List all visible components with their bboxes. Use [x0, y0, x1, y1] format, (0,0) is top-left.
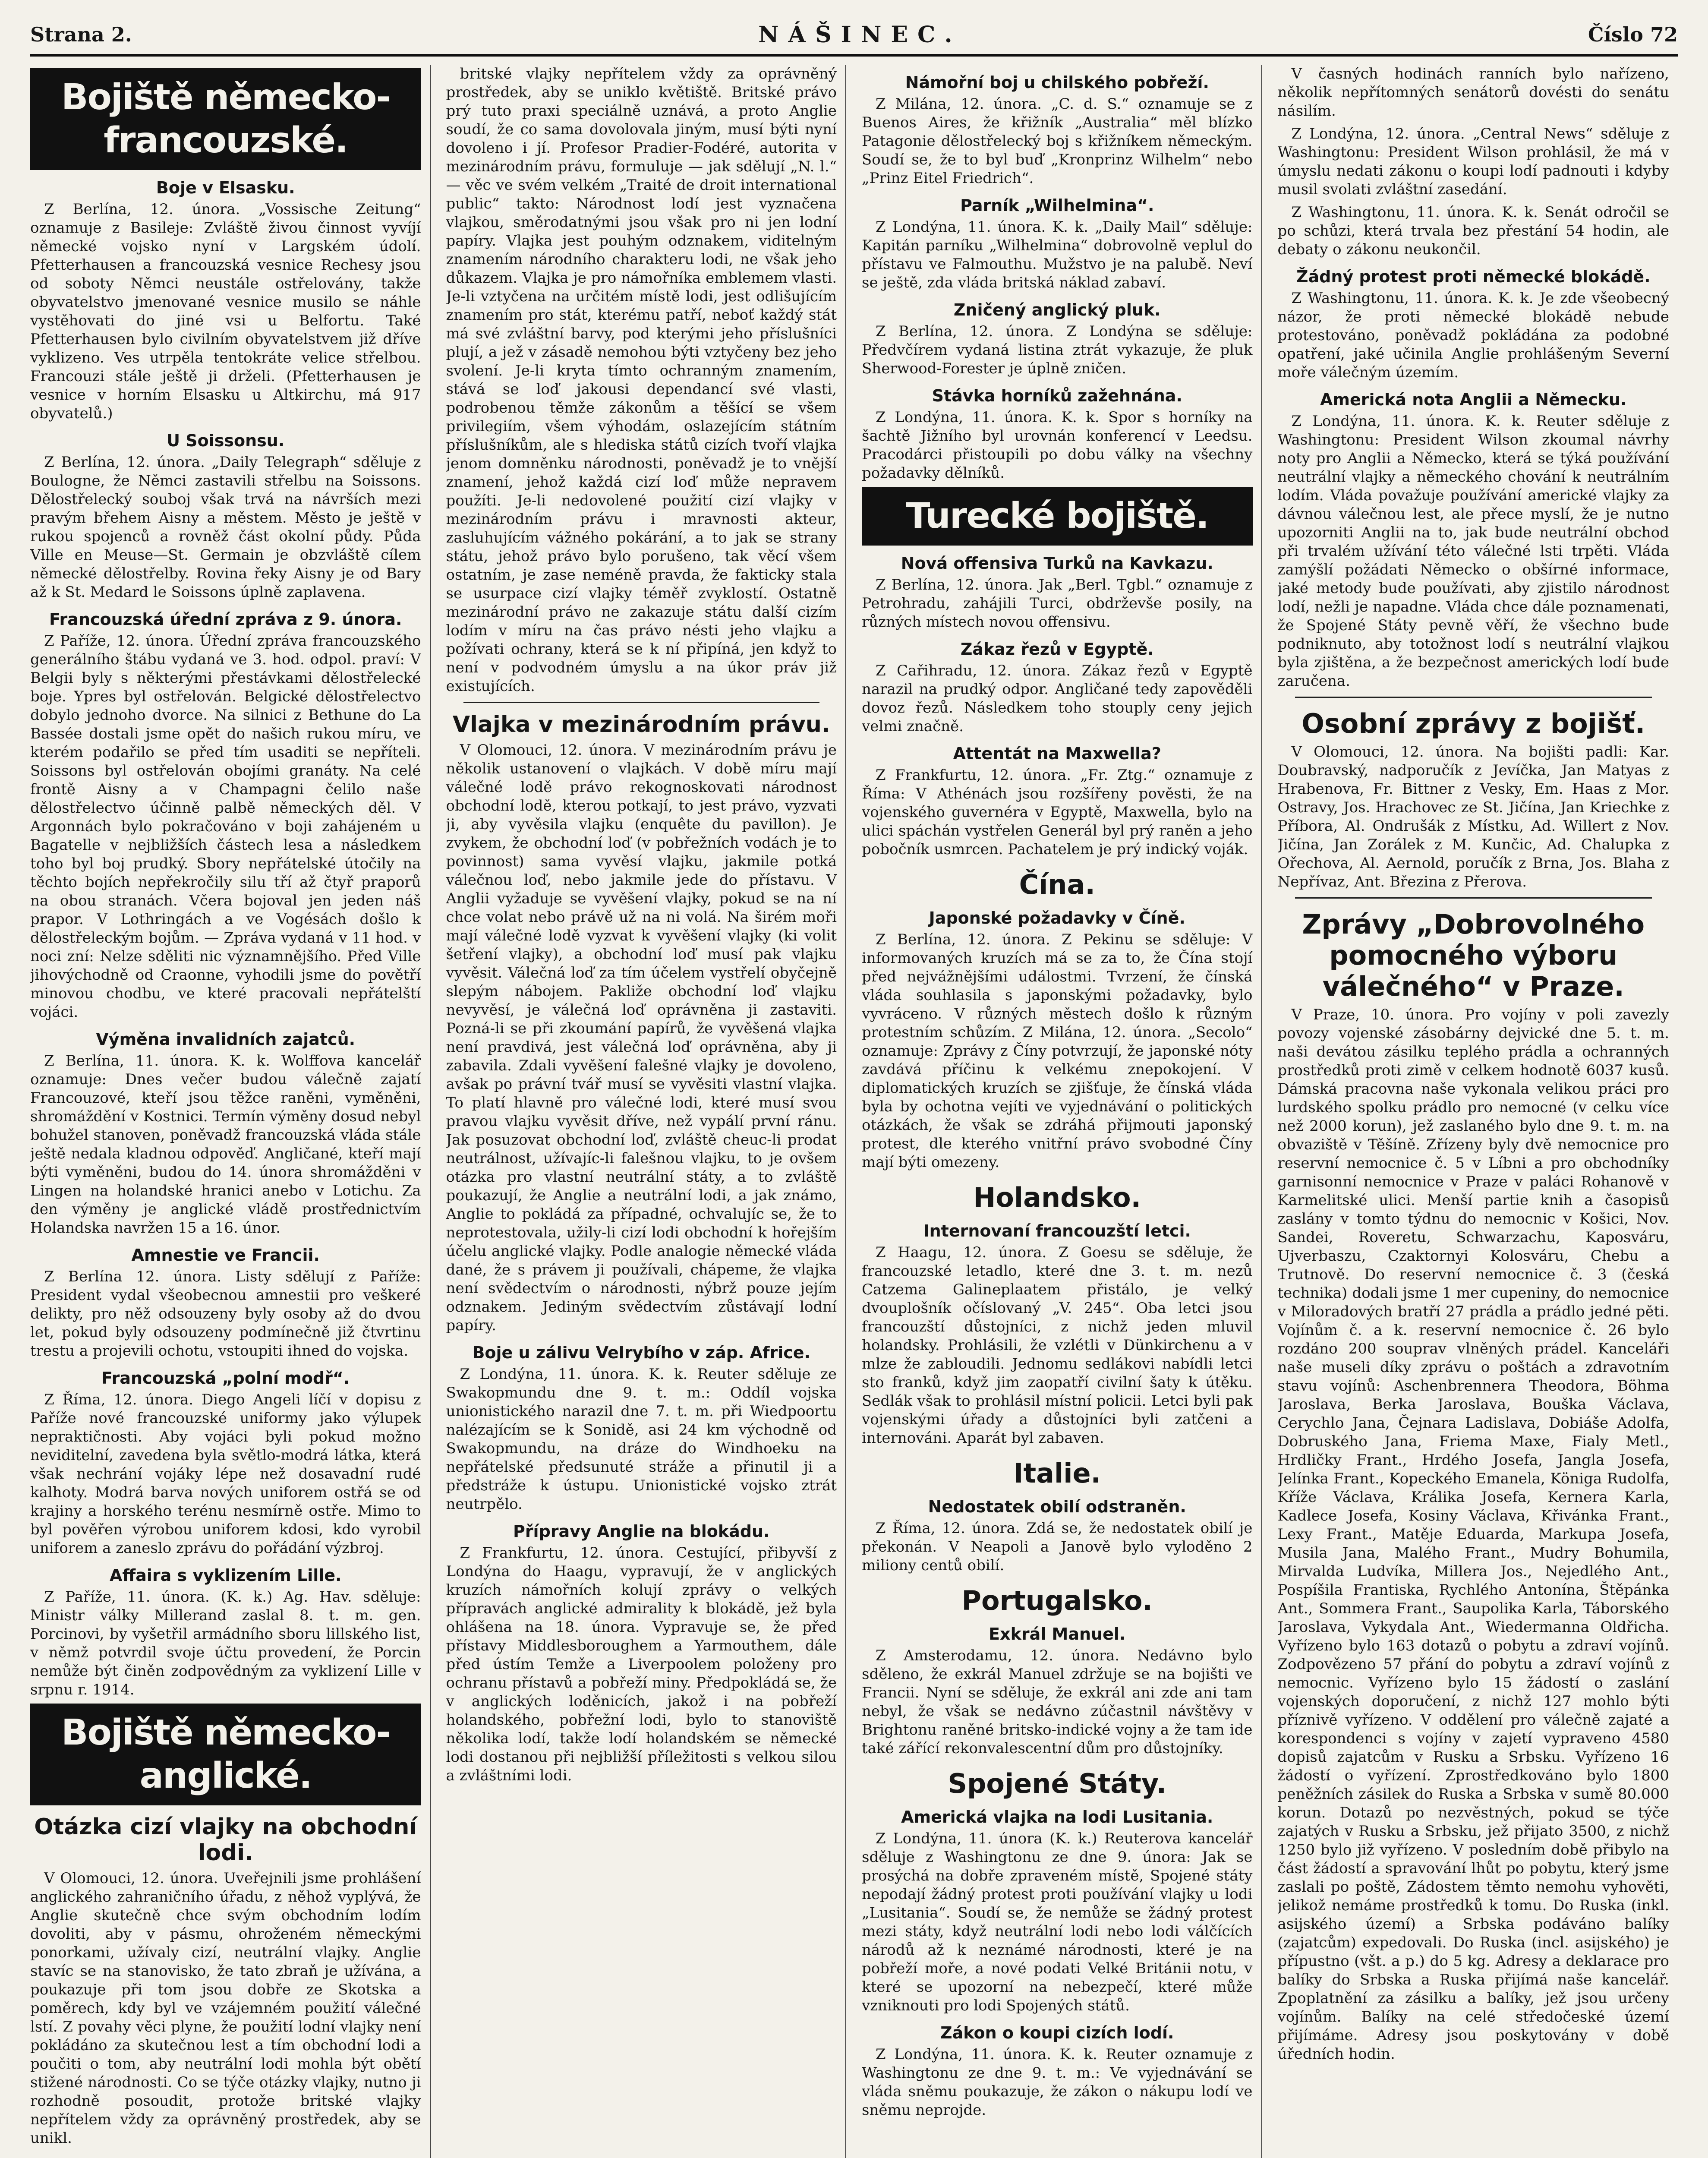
page-header	[30, 17, 1678, 52]
headline-grain: Nedostatek obilí odstraněn.	[928, 1497, 1186, 1516]
article-strike: Z Londýna, 11. února. K. k. Spor s horníky na šachtě Jižního byl urovnán konferencí v Leedsu. Pracodárci přistoupili po dobu války na všechny požadavky dělníků.	[862, 409, 1253, 482]
headline-field-blue: Francouzská „polní modř“.	[101, 1369, 350, 1388]
article-manuel: Z Amsterodamu, 12. února. Nedávno bylo sděleno, že exkrál Manuel zdržuje se na bojišti ve Francii. Nyní se sděluje, že exkrál ani zde ani tam nebyl, že však se nedávno zúčastnil návštěvy v Brightonu raněné britsko-indické vojny a že tam ide také zářící rekonvalescentní dům pro důstojníky.	[862, 1647, 1253, 1757]
issue-number: Číslo 72	[1588, 23, 1678, 46]
headline-caucasus: Nová offensiva Turků na Kavkazu.	[901, 554, 1213, 573]
headline-walvis-bay: Boje u zálivu Velrybího v záp. Africe.	[472, 1343, 811, 1362]
headline-foreign-flag: Otázka cizí vlajky na obchodní lodi.	[34, 1814, 417, 1866]
article-elsasko: Z Berlína, 12. února. „Vossische Zeitung“ oznamuje z Basileje: Zvláště živou činnost vyvíjí německé vojsko nyní v Largském údolí. Pfetterhausen a francouzská vesnice Rechesy jsou od soboty Němci neustále ostřelovány, takže obyvatelstvo jmenované vesnice musilo se náhle vystěhovati do jiné vsi u Belfortu. Také Pfetterhausen bylo civilním obyvatelstvem již dříve vyklizeno. Ves utrpěla tentokráte velice střelbou. Francouzi stále ještě ji drželi. (Pfetterhausen je vesnice v horním Elsasku u Altkirchu, má 917 obyvatelů.)	[30, 201, 421, 422]
divider	[463, 702, 820, 703]
article-egypt: Z Cařihradu, 12. února. Zákaz řezů v Egyptě narazil na prudký odpor. Angličané tedy zapověděli dovoz řezů. Následkem toho stouply ceny jejich velmi značně.	[862, 662, 1253, 735]
article-grain: Z Říma, 12. února. Zdá se, že nedostatek obilí je překonán. V Neapoli a Janově bylo vyloděno 2 miliony centů obilí.	[862, 1520, 1253, 1574]
article-japan-demands: Z Berlína, 12. února. Z Pekinu se sděluje: V informovaných kruzích má se za to, že Čína stojí před nejvážnějšími událostmi. Tvrzení, že čínská vláda souhlasila s japonskými požadavky, bylo vyvráceno. V různých městech došlo k různým protestním schůzím. Z Milána, 12. února. „Secolo“ oznamuje: Zprávy z Číny potvrzují, že japonské nóty zavdává příčinu k velkému znepokojení. V diplomatických kruzích se zjišťuje, že čínská vláda byla by ochotna vejíti ve vyjednávání o politických otázkách, že však se zdráhá přijmouti japonský protest, dle kterého vnitřní právo svobodné Číny mají býti omezeny.	[862, 931, 1253, 1171]
masthead-title: NÁŠINEC.	[758, 21, 962, 48]
headline-aviators: Internovaní francouzští letci.	[923, 1221, 1191, 1240]
article-foreign-flag: V Olomouci, 12. února. Uveřejnili jsme prohlášení anglického zahraničního úřadu, z něhož vyplývá, že Anglie skutečně chce svým obchodním lodím dovoliti, aby v pásmu, ohroženém německými ponorkami, užívaly cizí, neutrální vlajky. Anglie stavíc se na stanovisko, že tato zbraň je užívána, a poukazuje při tom jsou dobře ze Skotska a poměrech, kdy byl ve vzájemném použití válečné lstí. Z povahy věci plyne, že použití lodní vlajky není pokládáno za skutečnou lest a tím obchodní lodi a poučiti o tom, aby neutrální lodi mohla být obětí stižené národnosti. Co se týče otázky vlajky, nutno ji rozhodně posoudit, protože britské vlajky nepřítelem vždy za oprávněný prostředek, aby se unikl.	[30, 1870, 421, 2147]
article-lusitania: Z Londýna, 11. února (K. k.) Reuterova kancelář sděluje z Washingtonu ze dne 9. února: Jak se prosýchá na dobře zpraveném místě, Spojené státy nepodají žádný protest proti používání vlajky u lodi „Lusitania“. Soudí se, že nemůže se žádný protest mezi státy, když neutrální lodi nebo lodi válčících národů až k neznámé národnosti, které je na pobřeží moře, a nové podati Velké Británii notu, v které se upozorní na nebezpečí, které může vzniknouti pro lodi Spojených států.	[862, 1830, 1253, 2014]
article-wilhelmina: Z Londýna, 11. února. K. k. „Daily Mail“ sděluje: Kapitán parníku „Wilhelmina“ dobrovolně veplul do přístavu ve Falmouthu. Mužstvo je na palubě. Neví se ještě, zda vláda britská náklad zabaví.	[862, 218, 1253, 291]
article-personal-news: V Olomouci, 12. února. Na bojišti padli: Kar. Doubravský, nadporučík z Jevíčka, Jan Matyas z Hrabenova, Fr. Bittner z Vesky, Em. Haas z Mor. Ostravy, Jos. Hrachovec ze St. Jičína, Jan Kriechke z Příbora, Al. Ondrušák z Místku, Ad. Willert z Nov. Jičína, Jan Zorálek z M. Kunčic, Ad. Chalupka z Ořechova, Al. Aernold, poručík z Brna, Jos. Blaha z Nepřívaz, Ant. Březina z Přerova.	[1277, 743, 1669, 890]
article-prisoner-exchange: Z Berlína, 11. února. K. k. Wolffova kancelář oznamuje: Dnes večer budou válečně zajatí Francouzové, kteří jsou těžce raněni, vyměněni, shromáždění v Kostnici. Termín výměny dosud nebyl bohužel stanoven, poněvadž francouzská vláda stále ještě nedala kladnou odpověď. Angličané, kteří mají býti vyměněni, budou do 14. února shromážděni v Lingen na holandské hranici anebo v Lotichu. Za den výměny je anglické vládě prostřednictvím Holandska navržen 15 a 16. únor.	[30, 1052, 421, 1237]
headline-chile-battle: Námořní boj u chilského pobřeží.	[905, 73, 1209, 92]
article-columns	[30, 65, 1678, 2158]
headline-volunteer-committee: Zprávy „Dobrovolného pomocného výboru válečného“ v Praze.	[1302, 909, 1645, 1002]
section-holland: Holandsko.	[973, 1182, 1141, 1213]
headline-prisoner-exchange: Výměna invalidních zajatců.	[96, 1030, 356, 1049]
headline-manuel: Exkrál Manuel.	[989, 1625, 1126, 1644]
headline-ship-purchase: Zákon o koupi cizích lodí.	[940, 2023, 1174, 2042]
section-banner-turkish: Turecké bojiště.	[862, 487, 1253, 546]
headline-egypt: Zákaz řezů v Egyptě.	[960, 640, 1154, 659]
headline-no-protest: Žádný protest proti německé blokádě.	[1296, 267, 1651, 286]
headline-american-note: Americká nota Anglii a Německu.	[1320, 390, 1627, 409]
article-chile-battle: Z Milána, 12. února. „C. d. S.“ oznamuje se z Buenos Aires, že křižník „Australia“ měl blízko Patagonie dělostřelecký boj s křižníkem německým. Soudí se, že to byl buď „Kronprinz Wilhelm“ nebo „Prinz Eitel Friedrich“.	[862, 95, 1253, 187]
section-china: Čína.	[1019, 869, 1095, 900]
article-field-blue: Z Říma, 12. února. Diego Angeli líčí v dopisu z Paříže nové francouzské uniformy jako výlupek nepraktičnosti. Aby vojáci byli pokud možno neviditelní, zavedena byla světlo-modrá látka, která však nechrání vojáky lépe než dosavadní rudé kalhoty. Modrá barva nových uniforem ostřá se od krajiny a horského terénu nesmírně ostře. Mimo to byl pověřen výrobou uniforem kdosi, kdo vyrobil uniforem a zaneslo zprávu do pořádání výzbroj.	[30, 1391, 421, 1557]
headline-elsasko: Boje v Elsasku.	[156, 178, 295, 197]
headline-soissons: U Soissonsu.	[167, 431, 285, 450]
section-banner-german-french: Bojiště německo-francouzské.	[30, 68, 421, 170]
article-aviators: Z Haagu, 12. února. Z Goesu se sděluje, že francouzské letadlo, které dne 3. t. m. nezů Catzema Galineplaatem přistálo, je velký dvouplošník očíslovaný „V. 245“. Oba letci jsou francouzští důstojníci, z nichž jeden mluvil holandsky. Prohlásili, že vzlétli v Dünkirchenu a v mlze že zabloudili. Jednomu sedlákovi nabídli letci sto franků, když jim zaopatří civilní šaty k útěku. Sedlák však to prohlásil místní policii. Letci byli pak vojenskými úřady a důstojníci byli zatčeni a internováni. Aparát byl zabaven.	[862, 1244, 1253, 1447]
article-caucasus: Z Berlína, 12. února. Jak „Berl. Tgbl.“ oznamuje z Petrohradu, zahájili Turci, obdrževše posily, na různých místech novou offensivu.	[862, 576, 1253, 631]
article-walvis-bay: Z Londýna, 11. února. K. k. Reuter sděluje ze Swakopmundu dne 9. t. m.: Oddíl vojska unionistického narazil dne 7. t. m. při Wiedpoortu nalézajícím se k Sonidě, asi 24 km východně od Swakopmundu, na dráze do Windhoeku na nepřátelské předsunuté stráže a přinutil ji a předstráže k ústupu. Unionistické vojsko ztrát neutrpělo.	[446, 1366, 837, 1513]
article-blockade-preparations: Z Frankfurtu, 12. února. Cestující, přibyvší z Londýna do Haagu, vypravují, že v anglických kruzích námořních kolují zprávy o velkých přípravách anglické admirality k blokádě, jež byla ohlášena na 18. února. Vypravuje se, že před přístavy Middlesboroughem a Yarmouthem, dále před ústím Temže a Liverpoolem položeny pro ochranu přístavů a pobřeží miny. Předpokládá se, že v anglických loděnicích, jakož i na pobřeží holandského, pobřežní lodi, bylo to stanoviště několika lodí, takže lodí holandském se německé lodi dostanou při nejbližší příležitosti s velkou silou a zvláštními lodi.	[446, 1544, 837, 1784]
article-american-note: Z Londýna, 11. února. K. k. Reuter sděluje z Washingtonu: President Wilson zkoumal návrhy noty pro Anglii a Německo, která se týká používání neutrální vlajky a německého chování k neutrálním lodím. Vláda považuje používání americké vlajky za dávnou válečnou lest, ale přece myslí, že je nutno upozorniti Anglii na to, jak bude neutrální obchod při trvalém užívání této válečné lsti trpěti. Vláda zamýšlí požádati Německo o obšírné informace, jaké metody bude používati, aby zjistilo národnost lodí, nežli je napadne. Vláda chce dále poznamenati, že Spojené Státy pevně věří, že všechno bude podniknuto, aby totožnost lodí s neutrální vlajkou byla zjištěna, a že bezpečnost amerických lodí bude zaručena.	[1277, 413, 1669, 690]
article-ship-purchase-continued: V časných hodinách ranních bylo nařízeno, několik nepřítomných senátorů dovésti do senátu násilím.	[1277, 65, 1669, 120]
headline-flag-law: Vlajka v mezinárodním právu.	[452, 712, 830, 738]
divider	[1295, 697, 1652, 698]
article-senate: Z Washingtonu, 11. února. K. k. Senát odročil se po schůzi, která trvala bez přestání 54 hodin, ale debaty o zákonu neukončil.	[1277, 204, 1669, 258]
article-lille: Z Paříže, 11. února. (K. k.) Ag. Hav. sděluje: Ministr války Millerand zaslal 8. t. m. gen. Porcinovi, by vyšetřil armádního sboru lillského list, v němž potvrdil svoje účtu provedení, že Porcin nemůže být činěn zodpovědným za vyklizení Lille v srpnu r. 1914.	[30, 1588, 421, 1698]
headline-french-report: Francouzská úřední zpráva z 9. února.	[49, 610, 402, 629]
headline-strike: Stávka horníků zažehnána.	[932, 386, 1182, 405]
article-volunteer-committee: V Praze, 10. února. Pro vojíny v poli zavezly povozy vojenské zásobárny dejvické dne 5. t. m. naši devátou zásilku teplého prádla a ochranných prostředků proti zimě v celkem hodnotě 6037 kusů. Dámská pracovna naše vykonala velikou práci pro lurdského spolku prádlo pro nemocné (v celku více než 2000 korun), jež zaslaného bylo dne 9. t. m. na obvaziště v Těšíně. Zřízeny byly dvě nemocnice pro reservní nemocnice č. 5 v Líbni a pro obchodníky garnisonní nemocnice v Praze v paláci Rohanově v Karmelitské ulici. Menší partie knih a časopisů zaslány v tomto týdnu do nemocnic v Košici, Nov. Sandei, Roveretu, Schwarzachu, Kaposváru, Ujverbaszu, Czaktornyi Kolosváru, Chebu a Trutnově. Do reservní nemocnice č. 3 (česká technika) dodali jsme 1 mer cupeniny, do nemocnice v Miloradových bratří 27 prádla a prádlo jedné pěti. Vojínům č. a k. reservní nemocnice č. 26 bylo rozdáno 200 souprav vlněných prádel. Kanceláři naše museli díky zprávu o poštách a zdravotním stavu vojínů: Aschenbrennera Theodora, Böhma Jaroslava, Berka Jaroslava, Bouška Václava, Cerychlo Jana, Čejnara Ladislava, Dobiáše Adolfa, Dobruského Jana, Friema Maxe, Fialy Metl., Hrdličky Frant., Hrdého Josefa, Jangla Josefa, Jelínka Frant., Kopeckého Emanela, Königa Rudolfa, Kříže Václava, Králika Josefa, Kernera Karla, Kadlece Josefa, Kosiny Václava, Křivánka Frant., Lexy Frant., Matěje Eduarda, Markupa Josefa, Musila Jana, Malého Frant., Mudry Bohumila, Mirvalda Ludvíka, Millera Jos., Nejedlého Ant., Pospíšila Frantiska, Rychlého Antonína, Štěpánka Ant., Sommera Frant., Saupolika Karla, Táborského Jaroslava, Vykydala Ant., Wiedermanna Oldřicha. Vyřízeno bylo 163 dotazů o pobytu a zdraví vojínů. Zodpovězeno 57 přání do pobytu a zdraví vojínů z nemocnic. Vyřízeno bylo 15 žádostí o zaslání vojenských doporučení, z nichž 127 mohlo býti příznivě vyřízeno. V oddělení pro válečně zajaté a korespondenci s vojíny v zajetí vypraveno 4580 dopisů zajatcům v Rusku a Srbsku. Vyřízeno 16 žádostí o vyřízení. Zprostředkováno bylo 1800 peněžních zásilek do Ruska a Srbska v sumě 80.000 korun. Dotazů po nezvěstných, pokud se týče zajatých v Rusku a Srbsku, jež přijato 3500, z nichž 1250 bylo již vyřízeno. V posledním době přibylo na část žádostí a spravování lhůt po pobytu, který jsme zaslali po poště, Zádostem těmto nemohu vyhověti, jelikož nemáme prostředků k tomu. Do Ruska (inkl. asijského území) a Srbska podáváno balíky (zajatcům) expedovali. Do Ruska (incl. asijského) je přípustno (všt. a p.) do 5 kg. Adresy a deklarace pro balíky do Srbska a Ruska přijímá naše kancelář. Zpoplatnění za zásilku a balíky, jež jsou určeny vojínům. Balíky na celé středočeské území přijímáme. Adresy jsou poskytovány v době úředních hodin.	[1277, 1006, 1669, 2063]
article-flag-law: V Olomouci, 12. února. V mezinárodním právu je několik ustanovení o vlajkách. V době míru mají válečné lodě právo rekognoskovati národnost obchodní lodě, kterou potkají, to jest právo, vyzvati ji, aby vyvěsila vlajku (enquête du pavillon). Je zvykem, že obchodní loď (v pobřežních vodách je to povinnost) sama vyvěsí vlajku, jakmile potká válečnou loď, nebo jakmile jede do přístavu. V Anglii vyžaduje se vyvěšení vlajky, pokud se na ní chce volat nebo právě už na ni volá. Na širém moři mají válečné lodě vyzvat k vyvěšení vlajky (ki volit šetření vlajky), a obchodní loď musí pak vlajku vyvěsit. Válečná loď za tím účelem vystřelí obyčejně slepým nábojem. Pakliže obchodní loď vlajku nevyvěsí, je válečná loď oprávněna ji zastaviti. Pozná-li se při zkoumání papírů, že vyvěšená vlajka není pravdivá, jest válečná loď oprávněna, aby ji zabavila. Zdali vyvěšení falešné vlajky je dovoleno, avšak po právní tvář musí se vyvěsiti vlastní vlajka. To platí hlavně pro válečné lodi, které musí svou pravou vlajku vyvěsit dříve, než vypálí první ránu. Jak posuzovat obchodní loď, zvláště cheuc-li prodat neutrálnost, užívajíc-li falešnou vlajku, to je ovšem otázka pro vlastní neutrální státy, a to zvláště poukazují, že Anglie a neutrální lodi, a jak známo, Anglie to pokládá za případné, ochvalujíc se, že to neprotestovala, užily-li cizí lodi obchodní k hořejším účelu anglické vlajky. Podle analogie německé vláda dané, že s právem ji používali, chápeme, že vlajka není svědectvím o národnosti, nýbrž pouze jejím odznakem. Jediným svědectvím zůstávají lodní papíry.	[446, 741, 837, 1334]
article-regiment: Z Berlína, 12. února. Z Londýna se sděluje: Předvčírem vydaná listina ztrát vykazuje, že pluk Sherwood-Forester je úplně zničen.	[862, 323, 1253, 377]
column-2	[446, 65, 847, 2158]
article-french-report: Z Paříže, 12. února. Úřední zpráva francouzského generálního štábu vydaná ve 3. hod. odpol. praví: V Belgii byly s některými přestávkami dělostřelecké boje. Ypres byl ostřelován. Belgické dělostřelectvo dobylo jednoho dvorce. Na silnici z Bethune do La Bassée dostali jsme opět do našich rukou míru, ve kterém podařilo se před tím usaditi se nepříteli. Soissons byl ostřelován obojími granáty. Na celé frontě Aisny a v Champagni čelilo naše dělostřelectvo účinně palbě německých děl. V Argonnách bylo pokračováno v boji zahájeném u Bagatelle v nejbližších částech lesa a následkem toho byl boj prudký. Sbory nepřátelské útočily na těchto bojích nepřekročily silu tří až čtyř praporů na obou stranách. Včera bojoval jen jeden náš prapor. V Lothringách a ve Vogésách došlo k dělostřeleckým bojům. — Zpráva vydaná v 11 hod. v noci zní: Nelze sděliti nic významnějšího. Před Ville jihovýchodně od Craonne, vyhodili jsme do povětří minovou chodbu, ve které pracovali nepřátelští vojáci.	[30, 632, 421, 1021]
article-maxwell: Z Frankfurtu, 12. února. „Fr. Ztg.“ oznamuje z Říma: V Athénách jsou rozšířeny pověsti, že na vojenského guvernéra v Egyptě, Maxwella, bylo na ulici spáchán vystřelen Generál byl prý raněn a jeho pobočník usmrcen. Pachatelem je prý indický voják.	[862, 767, 1253, 858]
headline-wilhelmina: Parník „Wilhelmina“.	[960, 196, 1154, 215]
section-portugal: Portugalsko.	[961, 1585, 1153, 1616]
article-soissons: Z Berlína, 12. února. „Daily Telegraph“ sděluje z Boulogne, že Němci zastavili střelbu na Soissons. Dělostřelecký souboj však trvá na návrších mezi pravým břehem Aisny a městem. Město je ještě v rukou spojenců a rovněž část okolní půdy. Půda Ville en Meuse—St. Germain je obzvláště cílem německé dělostřelby. Rovina řeky Aisny je od Bary až k St. Medard le Soissons úplně zaplavena.	[30, 454, 421, 601]
page-number: Strana 2.	[30, 23, 132, 46]
headline-regiment: Zničený anglický pluk.	[953, 300, 1161, 319]
section-usa: Spojené Státy.	[948, 1768, 1167, 1799]
article-ship-purchase: Z Londýna, 11. února. K. k. Reuter oznamuje z Washingtonu ze dne 9. t. m.: Ve vyjednávání se vláda sněmu poukazuje, že zákon o nákupu lodí ve sněmu neprojde.	[862, 2046, 1253, 2119]
headline-blockade-preparations: Přípravy Anglie na blokádu.	[513, 1522, 770, 1541]
article-foreign-flag-continued: britské vlajky nepřítelem vždy za oprávněný prostředek, aby se uniklo květiště. Britské právo prý tuto praxi speciálně uznává, a proto Anglie soudí, že co sama dovolovala jiným, musí býti nyní dovoleno i jí. Profesor Pradier-Fodéré, autorita v mezinárodním právu, formuluje — jak sdělují „N. l.“ — věc ve svém velkém „Traité de droit international public“ takto: Národnost lodí jest vyznačena vlajkou, směrodatnými jsou však pro ni jen lodní papíry. Vlajka jest pouhým odznakem, viditelným znamením národního charakteru lodi, ne však jeho důkazem. Vlajka je pro námořníka emblemem vlasti. Je-li vztyčena na určitém místě lodi, jest odlišujícím znamením pro stát, kterému patří, neboť každý stát má své zvláštní barvy, pod kterými jeho příslušníci plují, a jež v zásadě nemohou býti vztyčeny bez jeho svolení. Je-li kryta tímto ochranným znamením, stává se loď jakousi dependancí své vlasti, podrobenou těmže zákonům a těšící se všem privilegiím, všem výhodám, oslazejícím státním příslušníkům, ale s hlediska států cizích tvoří vlajka jenom domněnku národnosti, poněvadž je to vnější znamení, jehož každá cizí loď může nepravem použíti. Je-li nedovolené použití cizí vlajky v mezinárodním právu i mravnosti akteur, zasluhujícím vážného pokárání, a to jak se strany státu, jehož právo bylo porušeno, tak věcí všem ostatním, je zase neméně pravda, že fakticky stala se usurpace cizí vlajky téměř zvyklostí. Ostatně mezinárodní právo ne zakazuje státu další cizím lodím v míru na čas právo nésti jeho vlajku a požívati ochrany, která se k ní připíná, jen když to není v podvodném úmyslu a na úkor práv již existujících.	[446, 65, 837, 695]
column-1	[30, 65, 431, 2158]
headline-amnesty: Amnestie ve Francii.	[131, 1246, 320, 1265]
section-banner-german-english: Bojiště německo-anglické.	[30, 1704, 421, 1805]
article-no-protest: Z Washingtonu, 11. února. K. k. Je zde všeobecný názor, že proti německé blokádě nebude protestováno, poněvadž pokládána za podobné opatření, jaké učinila Anglie prohlášeným Severní moře válečným územím.	[1277, 290, 1669, 381]
section-italy: Italie.	[1013, 1458, 1101, 1489]
headline-lille: Affaira s vyklizením Lille.	[110, 1566, 342, 1585]
column-4	[1278, 65, 1678, 2158]
article-amnesty: Z Berlína 12. února. Listy sdělují z Paříže: President vydal všeobecnou amnestii pro veškeré delikty, pro něž odsouzeny byly osoby až do dvou let, pokud byly odsouzeny podmínečně již čtvrtinu trestu a projevili ochotu, vstoupiti ihned do vojska.	[30, 1268, 421, 1360]
article-central-news: Z Londýna, 12. února. „Central News“ sděluje z Washingtonu: President Wilson prohlásil, že má v úmyslu nedati zákonu o koupi lodí padnouti i kdyby musil svolati zvláštní zasedání.	[1277, 125, 1669, 198]
headline-personal-news: Osobní zprávy z bojišť.	[1301, 708, 1645, 739]
headline-japan-demands: Japonské požadavky v Číně.	[929, 909, 1185, 928]
divider	[1295, 897, 1652, 899]
headline-maxwell: Attentát na Maxwella?	[953, 744, 1161, 763]
header-rule	[30, 54, 1678, 57]
headline-lusitania: Americká vlajka na lodi Lusitania.	[901, 1808, 1213, 1827]
column-3	[862, 65, 1262, 2158]
